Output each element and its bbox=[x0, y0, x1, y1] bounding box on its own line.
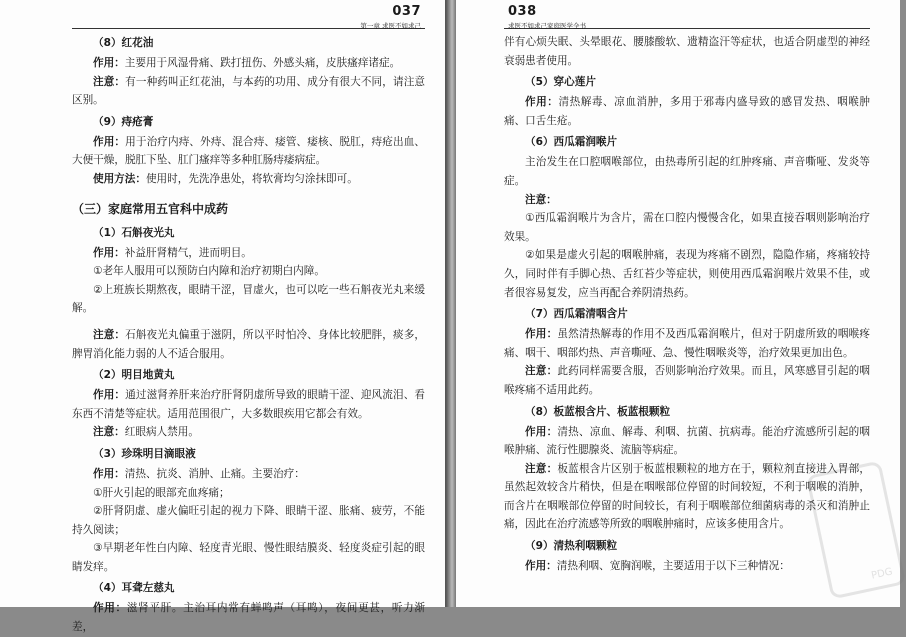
paragraph bbox=[504, 153, 870, 190]
paragraph-text: ②肝肾阴虚、虚火偏旺引起的视力下降、眼睛干涩、胀痛、疲劳，不能持久阅读； bbox=[72, 505, 425, 536]
paragraph-label: 作用： bbox=[525, 560, 557, 573]
paragraph-text: 红眼病人禁用。 bbox=[124, 426, 199, 439]
paragraph bbox=[72, 502, 425, 539]
subheading: （8）板蓝根含片、板蓝根颗粒 bbox=[525, 405, 671, 418]
paragraph-text: 石斛夜光丸偏重于滋阴，所以平时怕冷、身体比较肥胖，痰多，脾胃消化能力弱的人不适合服用。 bbox=[72, 328, 425, 360]
paragraph bbox=[72, 262, 425, 281]
paragraph-text: ①西瓜霜润喉片为含片，需在口腔内慢慢含化，如果直接吞咽则影响治疗效果。 bbox=[504, 212, 870, 243]
paragraph-text: 主治发生在口腔咽喉部位，由热毒所引起的红肿疼痛、声音嘶哑、发炎等症。 bbox=[504, 156, 870, 187]
paragraph-text: 伴有心烦失眠、头晕眼花、腰膝酸软、遗精盗汗等症状，也适合阴虚型的神经衰弱患者使用。 bbox=[504, 36, 870, 67]
right-page bbox=[456, 0, 900, 607]
running-title: 求医不如求己家庭医学全书 bbox=[508, 22, 586, 30]
paragraph-label: 作用： bbox=[93, 602, 127, 615]
page-number: 037 bbox=[392, 4, 421, 19]
paragraph bbox=[72, 54, 425, 73]
paragraph-text: ②如果是虚火引起的咽喉肿痛，表现为疼痛不剧烈，隐隐作痛，疼痛较持久，同时伴有手脚心热、舌红苔少等症状，则使用西瓜霜润喉片效果不佳，或者很容易复发，应当再配合养阴清热药。 bbox=[504, 249, 870, 299]
paragraph bbox=[72, 326, 425, 363]
book-gutter bbox=[446, 0, 456, 607]
paragraph-label: 注意： bbox=[93, 75, 126, 88]
subheading: （3）珍珠明目滴眼液 bbox=[93, 447, 196, 460]
paragraph-text: 使用时，先洗净患处，将软膏均匀涂抹即可。 bbox=[145, 172, 358, 185]
paragraph-label: 作用： bbox=[93, 389, 126, 402]
page-body bbox=[72, 33, 425, 637]
paragraph-label: 作用： bbox=[525, 328, 558, 341]
paragraph-text: ②上班族长期熬夜，眼睛干涩，冒虚火，也可以吃一些石斛夜光丸来缓解。 bbox=[72, 283, 425, 315]
subheading: （4）耳聋左慈丸 bbox=[93, 582, 175, 595]
paragraph-label: 注意： bbox=[93, 426, 125, 439]
paragraph-label: 使用方法： bbox=[93, 172, 146, 185]
paragraph bbox=[72, 484, 425, 503]
subheading: （6）西瓜霜润喉片 bbox=[525, 136, 618, 149]
paragraph-text: 此药同样需要含服，否则影响治疗效果。而且，风寒感冒引起的咽喉疼痛不适用此药。 bbox=[504, 365, 871, 396]
paragraph bbox=[72, 73, 425, 110]
paragraph-label: 作用： bbox=[93, 467, 125, 480]
paragraph-text: 板蓝根含片区别于板蓝根颗粒的地方在于，颗粒剂直接进入胃部，虽然起效较含片稍快，但是在咽喉部位停留的时间较短，不利于咽喉的消肿，而含片在咽喉部位停留的时间较长，有利于咽喉部位细菌病毒的杀灭和消肿止痛，因此在治疗流感等所致的咽喉肿痛时，应该多使用含片。 bbox=[504, 462, 871, 531]
paragraph-text: 虽然清热解毒的作用不及西瓜霜润喉片，但对于阴虚所致的咽喉疼痛、咽干、咽部灼热、声音嘶哑、急、慢性咽喉炎等，治疗效果更加出色。 bbox=[504, 328, 871, 359]
paragraph bbox=[72, 539, 425, 576]
paragraph bbox=[72, 465, 425, 484]
watermark-text: PDG bbox=[870, 566, 894, 582]
subheading: （8）红花油 bbox=[93, 37, 154, 49]
paragraph-text: ①肝火引起的眼部充血疼痛； bbox=[93, 486, 230, 499]
paragraph-text: 补益肝肾精气，进而明目。 bbox=[124, 246, 252, 259]
paragraph-text: 有一种药叫正红花油，与本药的功用、成分有很大不同，请注意区别。 bbox=[72, 75, 425, 107]
paragraph-label: 注意： bbox=[525, 193, 557, 206]
paragraph-text: ①老年人服用可以预防白内障和治疗初期白内障。 bbox=[93, 265, 325, 278]
paragraph bbox=[72, 599, 425, 636]
paragraph bbox=[72, 133, 425, 170]
paragraph bbox=[504, 325, 870, 362]
running-title: 第一章 求医不如求己 bbox=[360, 22, 421, 30]
subheading: （9）痔疮膏 bbox=[93, 115, 154, 128]
subheading: （2）明目地黄丸 bbox=[93, 369, 175, 382]
subheading: （7）西瓜霜清咽含片 bbox=[525, 308, 628, 321]
paragraph-text: 清热、凉血、解毒、利咽、抗菌、抗病毒。能治疗流感所引起的咽喉肿痛、流行性腮腺炎、流脑等病症。 bbox=[504, 425, 871, 457]
page-header bbox=[72, 6, 425, 29]
paragraph-label: 注意： bbox=[525, 365, 558, 378]
subheading: （1）石斛夜光丸 bbox=[93, 226, 175, 239]
subheading: （5）穿心莲片 bbox=[525, 76, 596, 89]
left-page bbox=[0, 0, 446, 634]
spacer bbox=[72, 318, 425, 326]
watermark-stamp bbox=[806, 460, 906, 599]
paragraph-text: 清热利咽、宽胸润喉，主要适用于以下三种情况： bbox=[556, 560, 790, 573]
paragraph bbox=[504, 209, 870, 246]
paragraph-label: 注意： bbox=[93, 328, 126, 341]
paragraph-text: 清热、抗炎、消肿、止痛。主要治疗： bbox=[124, 467, 305, 480]
paragraph bbox=[72, 170, 425, 189]
paragraph-text: 通过滋肾养肝来治疗肝肾阴虚所导致的眼睛干涩、迎风流泪、看东西不清楚等症状。适用范围很广，大多数眼疾用它都会有效。 bbox=[72, 389, 425, 420]
paragraph bbox=[504, 246, 870, 302]
paragraph bbox=[72, 386, 425, 423]
paragraph bbox=[72, 281, 425, 318]
paragraph bbox=[504, 557, 870, 576]
paragraph-label: 作用： bbox=[525, 96, 559, 109]
paragraph-label: 作用： bbox=[525, 425, 558, 438]
paragraph bbox=[72, 244, 425, 263]
paragraph bbox=[504, 423, 870, 460]
paragraph bbox=[504, 33, 870, 70]
paragraph-text: 滋肾平肝。主治耳内常有蝉鸣声（耳鸣），夜间更甚，听力渐差， bbox=[72, 602, 425, 634]
paragraph-text: 清热解毒、凉血消肿，多用于邪毒内盛导致的感冒发热、咽喉肿痛、口舌生疮。 bbox=[504, 96, 871, 127]
section-heading: （三）家庭常用五官科中成药 bbox=[72, 201, 229, 216]
paragraph-text: 主要用于风湿骨痛、跌打扭伤、外感头痛，皮肤瘙痒诸症。 bbox=[124, 57, 401, 69]
paragraph-label: 作用： bbox=[93, 57, 125, 69]
paragraph-label: 作用： bbox=[93, 246, 125, 259]
paragraph-label: 注意： bbox=[525, 462, 558, 475]
paragraph bbox=[504, 191, 870, 210]
page-header bbox=[504, 6, 870, 29]
paragraph-text: 用于治疗内痔、外痔、混合痔、痿管、痿核、脱肛，痔疮出血、大便干燥，脱肛下坠、肛门瘙痒等多种肛肠痔痿病症。 bbox=[72, 135, 425, 167]
paragraph bbox=[72, 423, 425, 442]
page-number: 038 bbox=[508, 4, 537, 19]
paragraph bbox=[504, 93, 870, 130]
paragraph-label: 作用： bbox=[93, 135, 126, 148]
paragraph-text: ③早期老年性白内障、轻度青光眼、慢性眼结膜炎、轻度炎症引起的眼睛发痒。 bbox=[72, 542, 425, 573]
paragraph bbox=[504, 362, 870, 399]
subheading: （9）清热利咽颗粒 bbox=[525, 540, 618, 553]
